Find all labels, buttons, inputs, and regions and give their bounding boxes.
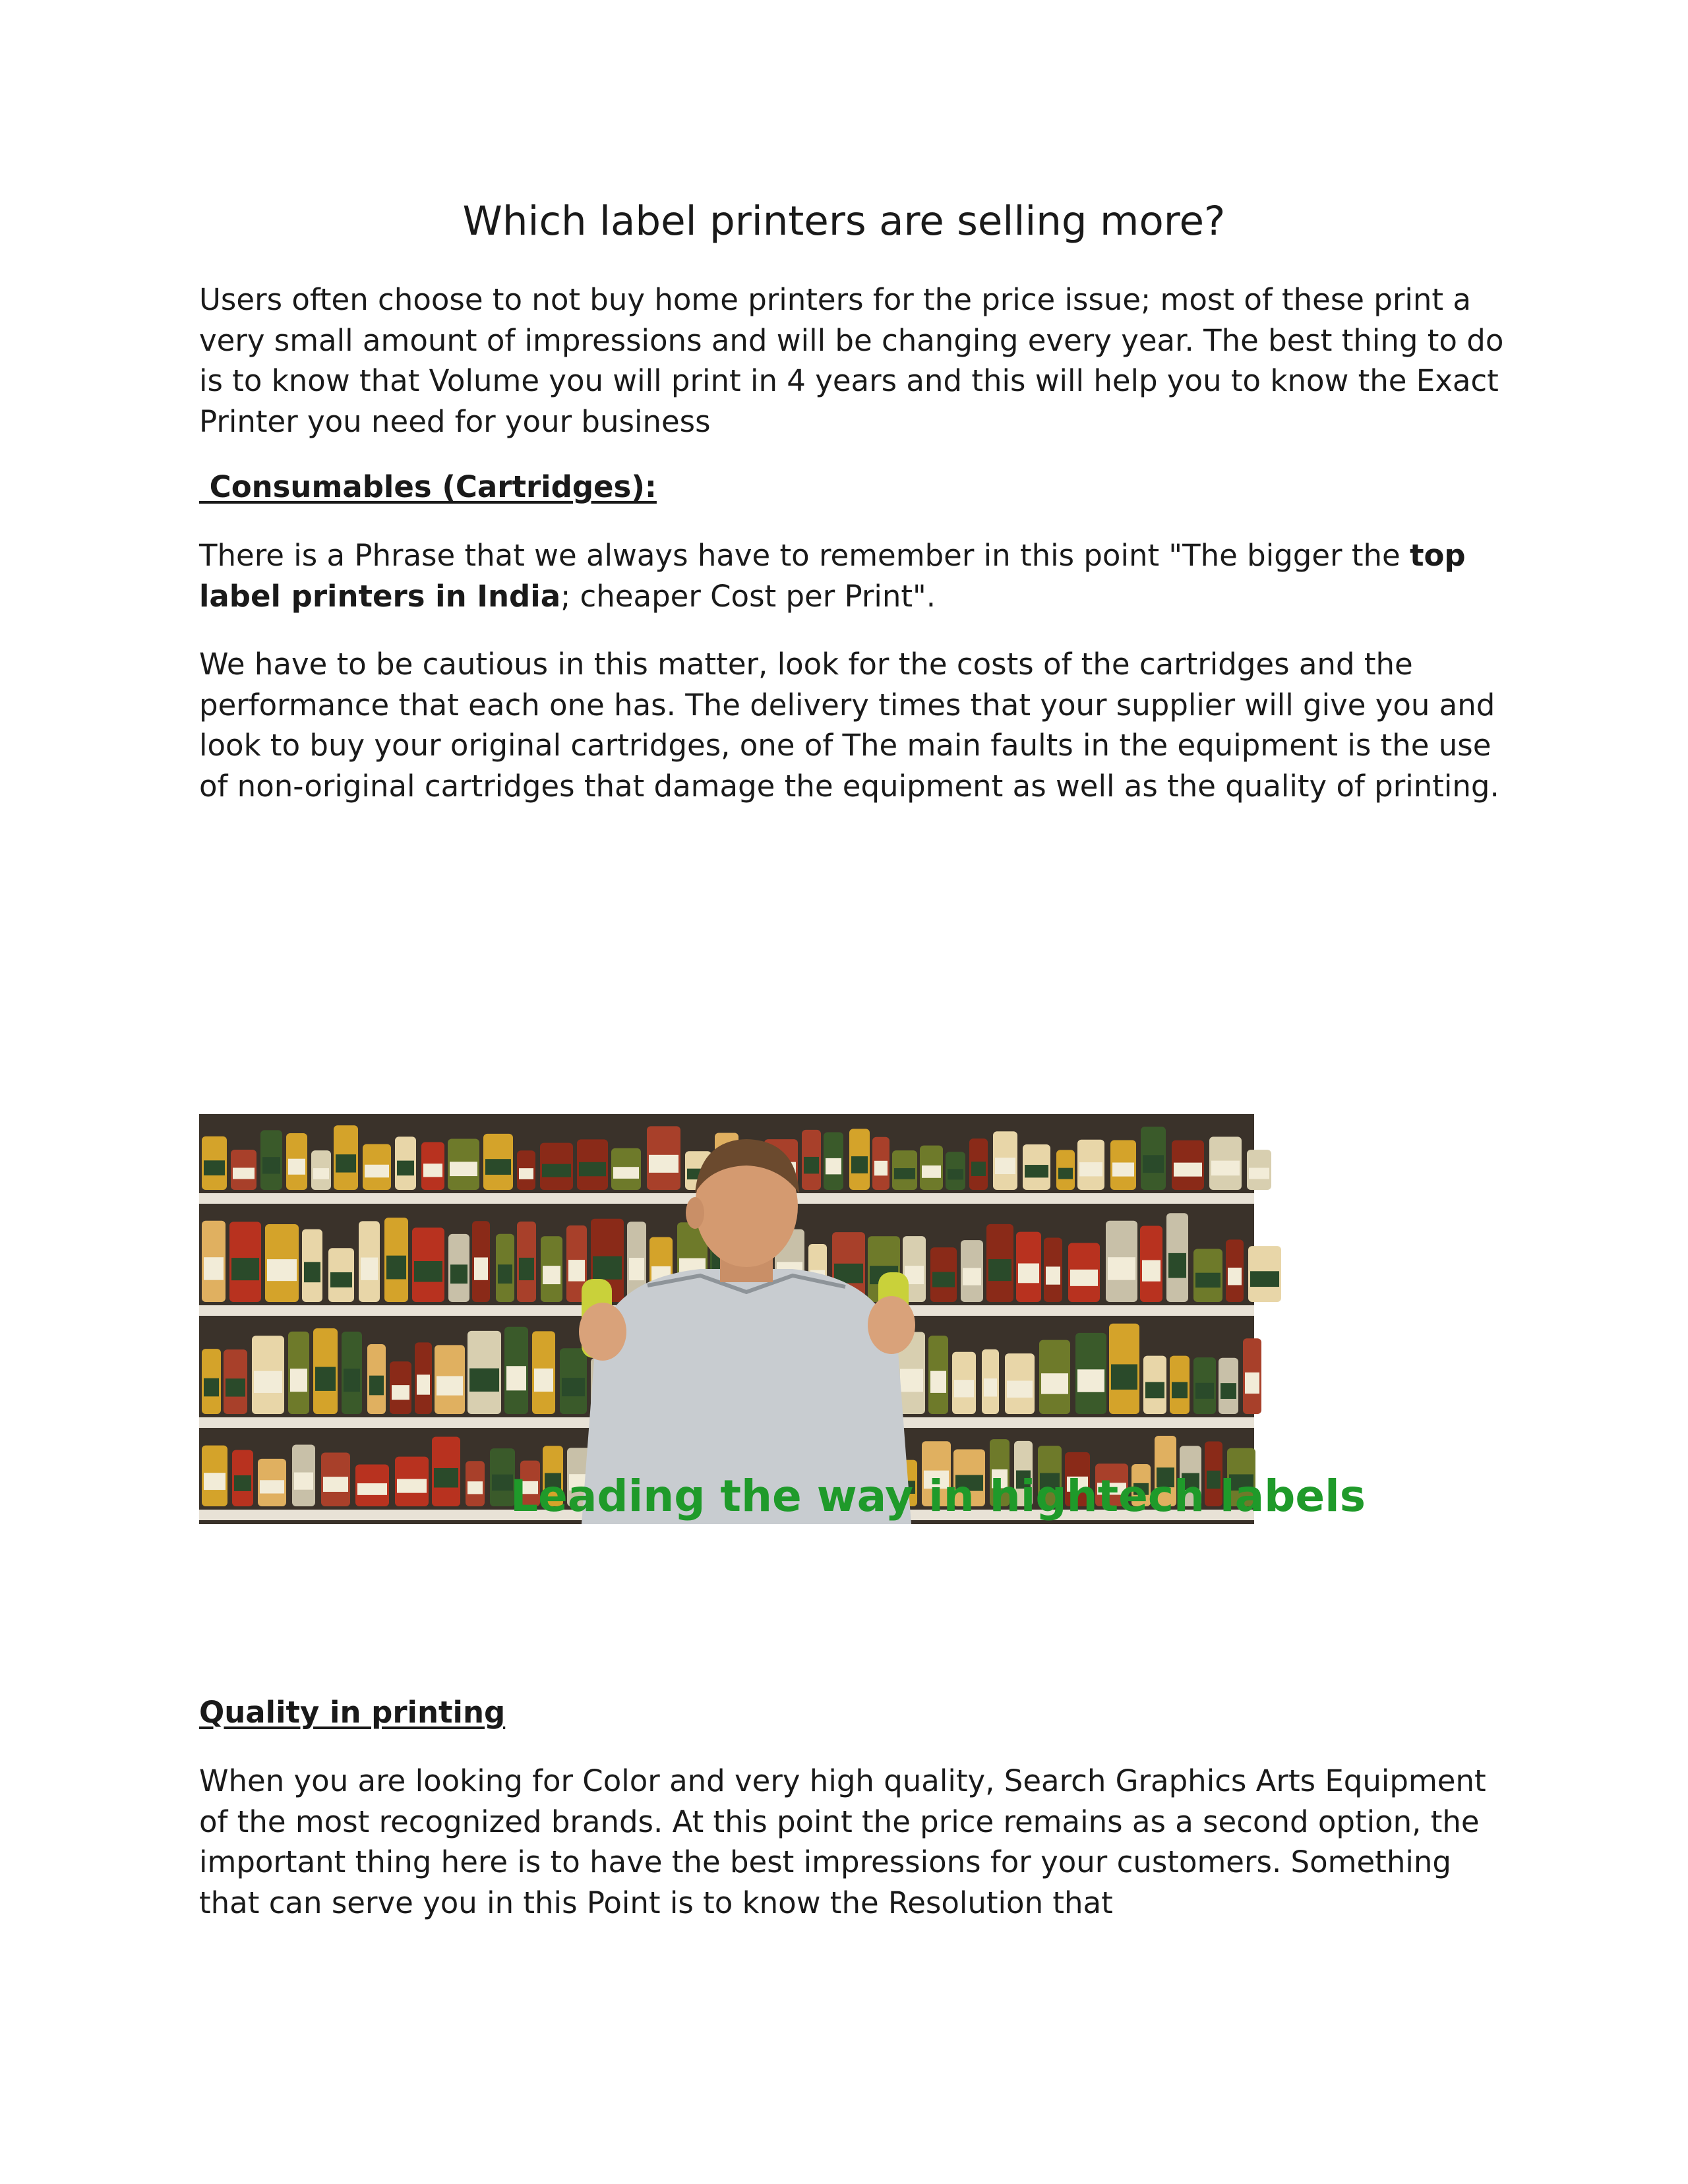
product-label <box>288 1159 305 1175</box>
product-label <box>506 1366 526 1390</box>
product-label <box>930 1371 946 1393</box>
intro-paragraph: Users often choose to not buy home printers for the price issue; most of these print a very small amount of impressions and will be changing every year. The best thing to do is to know that Volume you will print in 4 years and this will help you to know the Exact Printer you need for your business <box>199 282 1504 439</box>
consumables-paragraph-1 <box>199 535 1505 616</box>
product-label <box>804 1157 819 1173</box>
product-label <box>417 1374 430 1394</box>
product-label <box>369 1376 384 1396</box>
product-label <box>204 1160 225 1175</box>
product-label <box>1111 1365 1137 1390</box>
consumables-paragraph-2: We have to be cautious in this matter, look for the costs of the cartridges and the performance that each one has. The delivery times that your supplier will give you and look to buy your original cartridges, one of The main faults in the equipment is the use of non-original cartridges that damage the equipment as well as the quality of printing. <box>199 647 1499 804</box>
quality-heading: Quality in printing <box>199 1695 506 1730</box>
product-label <box>365 1165 389 1177</box>
product-label <box>290 1369 307 1392</box>
product-label <box>485 1159 511 1175</box>
supermarket-shelf-illustration <box>199 1114 1366 1524</box>
product-label <box>304 1262 320 1282</box>
product-label <box>519 1258 534 1280</box>
product-label <box>900 1369 923 1392</box>
product-label <box>1079 1162 1102 1176</box>
product-label <box>1108 1257 1135 1280</box>
product-label <box>474 1257 488 1280</box>
product-label <box>1077 1369 1104 1392</box>
consumables-paragraph-1-start: There is a Phrase that we always have to remember in this point "The bigger the <box>199 538 1410 573</box>
product-label <box>971 1162 986 1176</box>
product-label <box>498 1264 512 1284</box>
product-label <box>397 1479 427 1493</box>
product-label <box>932 1272 955 1287</box>
product-label <box>1025 1165 1048 1177</box>
product-label <box>204 1473 226 1490</box>
product-label <box>988 1259 1011 1281</box>
product-label <box>469 1369 499 1392</box>
product-label <box>294 1473 313 1490</box>
product-label <box>1211 1161 1240 1176</box>
page-title: Which label printers are selling more? <box>462 198 1226 245</box>
product-label <box>1046 1266 1060 1284</box>
product-label <box>613 1167 639 1179</box>
product-label <box>562 1378 585 1396</box>
product-label <box>1058 1168 1073 1179</box>
image-overlay-caption: Leading the way in hightech labels <box>510 1471 1366 1521</box>
product-label <box>234 1475 251 1491</box>
product-label <box>260 1480 284 1493</box>
product-label <box>519 1168 533 1179</box>
consumables-paragraph-1-end: ; cheaper Cost per Print". <box>560 578 936 614</box>
product-label <box>922 1166 941 1178</box>
product-label <box>1041 1373 1068 1394</box>
product-label <box>414 1261 442 1282</box>
product-label <box>995 1158 1015 1174</box>
product-label <box>534 1369 553 1392</box>
product-label <box>357 1483 387 1495</box>
product-label <box>361 1258 378 1280</box>
product-label <box>542 1164 571 1177</box>
product-label <box>984 1378 997 1396</box>
product-label <box>267 1259 297 1281</box>
product-label <box>1007 1380 1033 1398</box>
product-label <box>233 1167 255 1179</box>
product-label <box>894 1168 915 1179</box>
product-label <box>467 1481 483 1494</box>
product-label <box>437 1376 463 1395</box>
product-label <box>1142 1260 1160 1282</box>
product-label <box>450 1162 477 1176</box>
product-label <box>948 1169 963 1179</box>
product-label <box>543 1266 560 1284</box>
top-label-printers-keyword: top label printers in India <box>199 538 1466 614</box>
product-label <box>1221 1383 1236 1399</box>
product-label <box>315 1367 336 1391</box>
product-label <box>963 1268 981 1285</box>
product-label <box>330 1272 352 1287</box>
product-label <box>204 1257 224 1280</box>
product-label <box>434 1468 458 1488</box>
product-label <box>1172 1382 1188 1398</box>
product-label <box>629 1258 644 1280</box>
product-label <box>1249 1167 1269 1179</box>
product-label <box>1018 1264 1039 1284</box>
product-label <box>1145 1382 1164 1398</box>
product-label <box>593 1256 622 1280</box>
product-label <box>262 1157 280 1173</box>
product-label <box>386 1256 406 1280</box>
product-label <box>1250 1271 1279 1287</box>
product-label <box>649 1155 678 1173</box>
product-label <box>344 1369 360 1392</box>
product-label <box>450 1264 467 1284</box>
product-label <box>397 1161 414 1176</box>
product-label <box>226 1378 245 1396</box>
product-label <box>204 1378 219 1397</box>
product-label <box>231 1258 259 1280</box>
product-label <box>826 1158 841 1174</box>
product-label <box>851 1156 868 1173</box>
product-label <box>1112 1162 1134 1176</box>
product-label <box>1228 1268 1242 1285</box>
product-label <box>1245 1372 1259 1394</box>
product-label <box>1195 1273 1221 1288</box>
product-label <box>954 1380 974 1397</box>
product-label <box>336 1154 356 1172</box>
product-label <box>1195 1383 1214 1399</box>
product-label <box>392 1385 409 1400</box>
quality-paragraph: When you are looking for Color and very high quality, Search Graphics Arts Equipment of the most recognized brands. At this point the price remains as a second option, the important thing here is to have the best impressions for your customers. Something that can serve you in this Point is to know the Resolution that <box>199 1763 1486 1920</box>
product-label <box>579 1162 606 1176</box>
product-label <box>1143 1155 1164 1173</box>
product-label <box>254 1371 282 1393</box>
product-label <box>313 1168 329 1179</box>
product-label <box>874 1161 888 1175</box>
product-label <box>1070 1270 1098 1286</box>
product-label <box>1168 1253 1186 1278</box>
consumables-heading: Consumables (Cartridges): <box>199 469 657 504</box>
product-label <box>423 1164 442 1177</box>
supermarket-shelf-photo <box>199 1114 1366 1524</box>
product-label <box>323 1477 348 1492</box>
product-label <box>568 1260 585 1282</box>
product-label <box>1174 1163 1202 1177</box>
